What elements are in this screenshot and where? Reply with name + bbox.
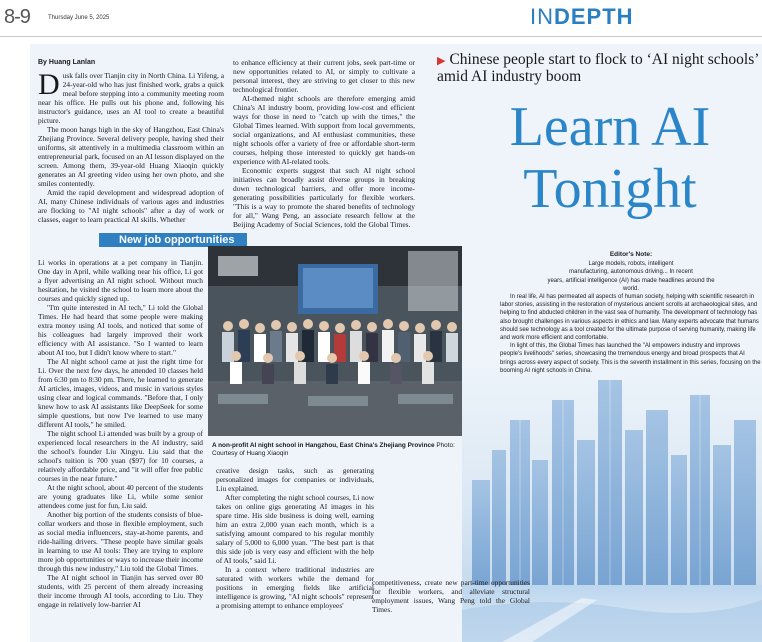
classroom-photo-illustration	[208, 246, 462, 436]
paragraph: In a context where traditional industries are saturated with workers while the demand for positions in emerging fields like artificial intelligence is growing, "AI night schools" represent a promising attempt to enhance employees'	[216, 565, 374, 610]
headline-line-2: Tonight	[523, 158, 697, 220]
paragraph: "I'm quite interested in AI tech," Li told the Global Times. He had heard that some people were making extra money using AI tools, and noticed that some of his colleagues had largely improved their work efficiency with AI assistance. "So I wanted to learn about AI too, but I didn't know where to start."	[38, 303, 203, 357]
article-column-1	[38, 58, 224, 224]
article-column-4	[216, 466, 374, 610]
paragraph: Amid the rapid development and widespread adoption of AI, many Chinese individuals of various ages and industries are flocking to "AI night schools" after a day of work or classes, eager to learn practical AI skills. Whether	[38, 188, 224, 224]
paragraph: The AI night school in Tianjin has served over 80 students, with 25 percent of them already increasing their income through AI tools, according to Liu. They engage in relatively low-barrier AI	[38, 573, 203, 609]
editors-note-line: manufacturing, autonomous driving... In recent	[569, 269, 693, 276]
editors-note-line: Large models, robots, intelligent	[588, 261, 674, 268]
deck-text: Chinese people start to flock to ‘AI night schools’ amid AI industry boom	[437, 51, 759, 85]
editors-note	[500, 251, 762, 375]
issue-date: Thursday June 5, 2025	[48, 15, 110, 21]
paragraph: At the night school, about 40 percent of the students are young graduates like Li, while some senior attendees come just for fun, Liu said.	[38, 483, 203, 510]
paragraph: usk falls over Tianjin city in North China. Li Yifeng, a 24-year-old who has just finished work, grabs a quick meal before stepping into a community meeting room near his office. He pulls out his phone and, following his instructor's guidance, uses an AI tool to create a beautiful picture.	[38, 71, 224, 125]
paragraph: Economic experts suggest that such AI night school initiatives can broadly assist diverse groups in breaking down technological barriers, and offer more income-generating possibilities particularly for flexible workers. "This is a way to promote the shared benefits of technology for all," Wang Peng, an associate research fellow at the Beijing Academy of Social Sciences, told the Global Times.	[233, 166, 415, 229]
night-school-photo	[208, 246, 462, 436]
paragraph: AI-themed night schools are therefore emerging amid China's AI industry boom, providing low-cost and efficient ways for those in need to "catch up with the times," the Global Times learned. With support from local governments, social organizations, and AI enthusiast communities, these night schools offer a variety of free or affordable short-term courses, helping those interested to quickly get hands-on experience with AI-related tools.	[233, 94, 415, 166]
header-divider	[0, 36, 762, 37]
editors-note-body: In light of this, the Global Times has launched the "AI empowers industry and improves people's livelihoods" series, showcasing the tremendous energy and broad prospects that AI brings across every aspect of society. This is the seventh installment in this series, focusing on the booming AI night schools in China.	[500, 343, 761, 374]
photo-caption-bold: A non-profit AI night school in Hangzhou, East China's Zhejiang Province	[212, 442, 435, 449]
editors-note-title: Editor's Note:	[609, 251, 653, 258]
section-logo	[530, 4, 634, 30]
paragraph: After completing the night school courses, Li now takes on online gigs generating AI images in his spare time. His side business is doing well, earning him an extra 2,000 yuan each month, which is a satisfying amount compared to his regular monthly salary of 5,000 to 6,000 yuan. "The best part is that this side job is very easy and efficient with the help of AI tools," said Li.	[216, 493, 374, 565]
section-logo-in: IN	[530, 4, 554, 29]
editors-note-body: In real life, AI has permeated all aspects of human society, helping with scientific research in labor stories, assisting in the restoration of mysterious ancient scrolls at archaeological sites, and helping to find abducted children in the vast sea of humanity. The development of technology has also brought challenges in various aspects in ethics and law. Many experts advocate that humans should see technology as a tool created for the ultimate purpose of serving humanity, making life and work more efficient and comfortable.	[500, 294, 759, 342]
headline-line-1: Learn AI	[509, 96, 711, 158]
page-numbers: 8-9	[4, 6, 30, 28]
article-column-5	[372, 578, 530, 614]
photo-credit: Photo: Courtesy of Huang Xiaoqin	[212, 442, 455, 457]
byline: By Huang Lanlan	[38, 59, 96, 66]
paragraph: The AI night school came at just the right time for Li. Over the next few days, he attended 10 classes held from 6:30 pm to 8:30 pm. There, he learned to generate AI articles, images, videos, and music in various styles using clear and logical commands. "Before that, I only knew how to ask AI assistants like DeepSeek for some simple questions, but now I've learned to use many different AI tools," he smiled.	[38, 357, 203, 429]
article-deck	[437, 52, 762, 85]
editors-note-line: years, artificial intelligence (AI) has made headlines around the	[547, 277, 715, 284]
article-column-2	[233, 58, 415, 229]
triangle-bullet-icon: ▶	[437, 55, 446, 67]
drop-cap: D	[38, 68, 60, 101]
paragraph: Another big portion of the students consists of blue-collar workers and those in flexible employment, such as social media influencers, stay-at-home parents, and ride-hailing drivers. "These people have similar goals in learning to use AI tools: They are trying to explore more job opportunities or ways to increase their income through this new industry," Liu told the Global Times.	[38, 510, 204, 573]
page-header	[0, 0, 762, 38]
paragraph: to enhance efficiency at their current jobs, seek part-time or new opportunities related to AI, or simply to cultivate a personal interest, they are striving to get closer to this new technological frontier.	[233, 58, 415, 94]
paragraph: creative design tasks, such as generating personalized images for companies or individuals, Liu explained.	[216, 466, 374, 493]
photo-caption	[212, 442, 457, 458]
paragraph: The moon hangs high in the sky of Hangzhou, East China's Zhejiang Province. Several delivery people, having shed their uniforms, sit attentively in a multimedia classroom within an entrepreneurial park, focused on an AI lesson displayed on the screen. Among them, 39-year-old Huang Xiaoqin quickly generates an AI greeting video using her own photo, and she smiles contentedly.	[38, 125, 224, 188]
section-logo-depth: DEPTH	[554, 4, 634, 29]
paragraph: Li works in operations at a pet company in Tianjin. One day in April, while walking near his office, Li got a flyer advertising an AI night school. Without much hesitation, he visited the school to learn more about the courses and quickly signed up.	[38, 258, 203, 303]
subhead: New job opportunities	[99, 233, 247, 247]
editors-note-line: world.	[622, 285, 639, 292]
paragraph: The night school Li attended was built by a group of experienced local researchers in the AI industry, said the school's founder Liu Xingyu. Liu said that the school's tuition is 700 yuan ($97) for 10 courses, a relatively affordable price, and "it will offer free public courses in the near future."	[38, 429, 203, 483]
article-column-3	[38, 258, 203, 609]
paragraph: competitiveness, create new part-time opportunities for flexible workers, and alleviate structural employment issues, Wang Peng told the Global Times.	[372, 578, 530, 614]
